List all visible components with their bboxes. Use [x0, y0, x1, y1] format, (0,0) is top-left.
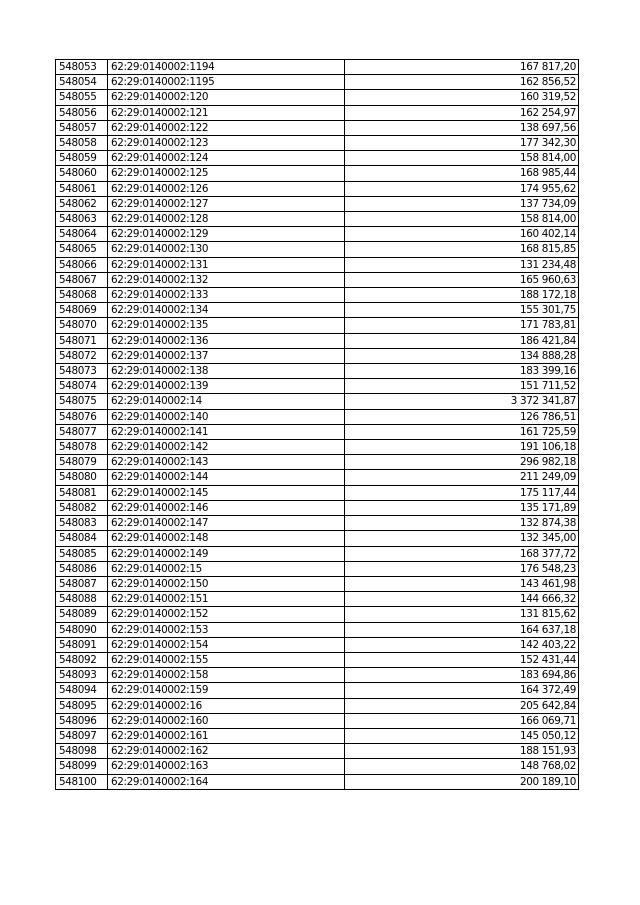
cadastral-number-cell: 62:29:0140002:143 [108, 455, 345, 470]
row-id-cell: 548071 [56, 333, 108, 348]
cadastral-number-cell: 62:29:0140002:150 [108, 576, 345, 591]
cadastral-value-cell: 164 372,49 [345, 683, 579, 698]
cadastral-number-cell: 62:29:0140002:159 [108, 683, 345, 698]
cadastral-number-cell: 62:29:0140002:123 [108, 136, 345, 151]
cadastral-number-cell: 62:29:0140002:147 [108, 516, 345, 531]
row-id-cell: 548077 [56, 424, 108, 439]
cadastral-value-cell: 211 249,09 [345, 470, 579, 485]
table-row [56, 394, 579, 409]
cadastral-number-cell: 62:29:0140002:1194 [108, 60, 345, 75]
cadastral-value-cell: 162 254,97 [345, 105, 579, 120]
row-id-cell: 548070 [56, 318, 108, 333]
cadastral-number-cell: 62:29:0140002:163 [108, 759, 345, 774]
row-id-cell: 548065 [56, 242, 108, 257]
cadastral-value-cell: 177 342,30 [345, 136, 579, 151]
row-id-cell: 548092 [56, 652, 108, 667]
table-row [56, 379, 579, 394]
cadastral-number-cell: 62:29:0140002:135 [108, 318, 345, 333]
cadastral-number-cell: 62:29:0140002:141 [108, 424, 345, 439]
row-id-cell: 548076 [56, 409, 108, 424]
table-row [56, 409, 579, 424]
cadastral-value-cell: 162 856,52 [345, 75, 579, 90]
row-id-cell: 548054 [56, 75, 108, 90]
cadastral-number-cell: 62:29:0140002:154 [108, 637, 345, 652]
cadastral-number-cell: 62:29:0140002:158 [108, 668, 345, 683]
row-id-cell: 548062 [56, 196, 108, 211]
row-id-cell: 548085 [56, 546, 108, 561]
cadastral-number-cell: 62:29:0140002:144 [108, 470, 345, 485]
cadastral-value-cell: 132 345,00 [345, 531, 579, 546]
cadastral-number-cell: 62:29:0140002:160 [108, 713, 345, 728]
row-id-cell: 548079 [56, 455, 108, 470]
cadastral-number-cell: 62:29:0140002:121 [108, 105, 345, 120]
cadastral-number-cell: 62:29:0140002:134 [108, 303, 345, 318]
cadastral-value-cell: 155 301,75 [345, 303, 579, 318]
cadastral-value-cell: 205 642,84 [345, 698, 579, 713]
row-id-cell: 548068 [56, 288, 108, 303]
cadastral-number-cell: 62:29:0140002:15 [108, 561, 345, 576]
cadastral-number-cell: 62:29:0140002:138 [108, 364, 345, 379]
row-id-cell: 548090 [56, 622, 108, 637]
cadastral-value-cell: 200 189,10 [345, 774, 579, 789]
cadastral-value-cell: 158 814,00 [345, 212, 579, 227]
cadastral-value-cell: 126 786,51 [345, 409, 579, 424]
cadastral-value-table [55, 59, 579, 790]
table-row [56, 257, 579, 272]
table-row [56, 272, 579, 287]
cadastral-number-cell: 62:29:0140002:137 [108, 348, 345, 363]
cadastral-number-cell: 62:29:0140002:148 [108, 531, 345, 546]
cadastral-value-cell: 191 106,18 [345, 440, 579, 455]
cadastral-value-cell: 165 960,63 [345, 272, 579, 287]
row-id-cell: 548073 [56, 364, 108, 379]
row-id-cell: 548097 [56, 728, 108, 743]
table-row [56, 470, 579, 485]
table-row [56, 546, 579, 561]
row-id-cell: 548093 [56, 668, 108, 683]
cadastral-number-cell: 62:29:0140002:16 [108, 698, 345, 713]
table-row [56, 90, 579, 105]
table-row [56, 181, 579, 196]
row-id-cell: 548072 [56, 348, 108, 363]
table-row [56, 136, 579, 151]
table-row [56, 652, 579, 667]
table-row [56, 561, 579, 576]
cadastral-number-cell: 62:29:0140002:14 [108, 394, 345, 409]
row-id-cell: 548099 [56, 759, 108, 774]
cadastral-number-cell: 62:29:0140002:136 [108, 333, 345, 348]
table-row [56, 774, 579, 789]
cadastral-value-cell: 135 171,89 [345, 500, 579, 515]
table-row [56, 303, 579, 318]
table-row [56, 637, 579, 652]
cadastral-number-cell: 62:29:0140002:125 [108, 166, 345, 181]
cadastral-number-cell: 62:29:0140002:133 [108, 288, 345, 303]
table-row [56, 120, 579, 135]
table-row [56, 227, 579, 242]
cadastral-value-cell: 160 319,52 [345, 90, 579, 105]
cadastral-value-cell: 151 711,52 [345, 379, 579, 394]
cadastral-value-cell: 296 982,18 [345, 455, 579, 470]
table-row [56, 242, 579, 257]
cadastral-value-cell: 145 050,12 [345, 728, 579, 743]
table-row [56, 348, 579, 363]
cadastral-number-cell: 62:29:0140002:146 [108, 500, 345, 515]
cadastral-value-cell: 168 815,85 [345, 242, 579, 257]
cadastral-value-cell: 171 783,81 [345, 318, 579, 333]
table-row [56, 105, 579, 120]
row-id-cell: 548078 [56, 440, 108, 455]
row-id-cell: 548083 [56, 516, 108, 531]
table-row [56, 424, 579, 439]
table-row [56, 196, 579, 211]
cadastral-number-cell: 62:29:0140002:128 [108, 212, 345, 227]
row-id-cell: 548094 [56, 683, 108, 698]
cadastral-value-cell: 188 172,18 [345, 288, 579, 303]
table-row [56, 683, 579, 698]
table-row [56, 698, 579, 713]
cadastral-value-cell: 160 402,14 [345, 227, 579, 242]
cadastral-value-cell: 143 461,98 [345, 576, 579, 591]
cadastral-number-cell: 62:29:0140002:124 [108, 151, 345, 166]
cadastral-value-cell: 131 815,62 [345, 607, 579, 622]
row-id-cell: 548057 [56, 120, 108, 135]
cadastral-value-cell: 186 421,84 [345, 333, 579, 348]
table-row [56, 500, 579, 515]
cadastral-number-cell: 62:29:0140002:127 [108, 196, 345, 211]
table-row [56, 60, 579, 75]
cadastral-value-cell: 148 768,02 [345, 759, 579, 774]
table-row [56, 333, 579, 348]
cadastral-value-cell: 3 372 341,87 [345, 394, 579, 409]
row-id-cell: 548082 [56, 500, 108, 515]
row-id-cell: 548087 [56, 576, 108, 591]
table-row [56, 713, 579, 728]
cadastral-number-cell: 62:29:0140002:153 [108, 622, 345, 637]
row-id-cell: 548064 [56, 227, 108, 242]
cadastral-number-cell: 62:29:0140002:1195 [108, 75, 345, 90]
row-id-cell: 548059 [56, 151, 108, 166]
row-id-cell: 548060 [56, 166, 108, 181]
table-row [56, 455, 579, 470]
cadastral-number-cell: 62:29:0140002:140 [108, 409, 345, 424]
cadastral-value-cell: 176 548,23 [345, 561, 579, 576]
cadastral-number-cell: 62:29:0140002:130 [108, 242, 345, 257]
cadastral-number-cell: 62:29:0140002:155 [108, 652, 345, 667]
row-id-cell: 548056 [56, 105, 108, 120]
row-id-cell: 548100 [56, 774, 108, 789]
cadastral-value-cell: 131 234,48 [345, 257, 579, 272]
cadastral-number-cell: 62:29:0140002:152 [108, 607, 345, 622]
cadastral-value-cell: 164 637,18 [345, 622, 579, 637]
row-id-cell: 548096 [56, 713, 108, 728]
cadastral-number-cell: 62:29:0140002:142 [108, 440, 345, 455]
table-row [56, 607, 579, 622]
row-id-cell: 548055 [56, 90, 108, 105]
table-row [56, 288, 579, 303]
table-row [56, 592, 579, 607]
cadastral-value-cell: 168 985,44 [345, 166, 579, 181]
cadastral-number-cell: 62:29:0140002:129 [108, 227, 345, 242]
cadastral-number-cell: 62:29:0140002:164 [108, 774, 345, 789]
row-id-cell: 548075 [56, 394, 108, 409]
cadastral-value-cell: 152 431,44 [345, 652, 579, 667]
cadastral-number-cell: 62:29:0140002:145 [108, 485, 345, 500]
table-row [56, 151, 579, 166]
cadastral-number-cell: 62:29:0140002:149 [108, 546, 345, 561]
row-id-cell: 548091 [56, 637, 108, 652]
cadastral-value-cell: 183 399,16 [345, 364, 579, 379]
table-row [56, 440, 579, 455]
table-row [56, 744, 579, 759]
cadastral-number-cell: 62:29:0140002:139 [108, 379, 345, 394]
cadastral-value-cell: 167 817,20 [345, 60, 579, 75]
cadastral-value-cell: 138 697,56 [345, 120, 579, 135]
row-id-cell: 548086 [56, 561, 108, 576]
table-row [56, 531, 579, 546]
row-id-cell: 548088 [56, 592, 108, 607]
row-id-cell: 548074 [56, 379, 108, 394]
table-row [56, 759, 579, 774]
row-id-cell: 548066 [56, 257, 108, 272]
row-id-cell: 548067 [56, 272, 108, 287]
row-id-cell: 548084 [56, 531, 108, 546]
cadastral-value-cell: 168 377,72 [345, 546, 579, 561]
row-id-cell: 548053 [56, 60, 108, 75]
table-row [56, 668, 579, 683]
cadastral-value-cell: 188 151,93 [345, 744, 579, 759]
cadastral-number-cell: 62:29:0140002:122 [108, 120, 345, 135]
cadastral-value-cell: 183 694,86 [345, 668, 579, 683]
cadastral-value-cell: 134 888,28 [345, 348, 579, 363]
table-row [56, 318, 579, 333]
cadastral-number-cell: 62:29:0140002:132 [108, 272, 345, 287]
table-row [56, 516, 579, 531]
cadastral-value-cell: 137 734,09 [345, 196, 579, 211]
table-row [56, 166, 579, 181]
cadastral-value-cell: 132 874,38 [345, 516, 579, 531]
cadastral-number-cell: 62:29:0140002:162 [108, 744, 345, 759]
row-id-cell: 548098 [56, 744, 108, 759]
row-id-cell: 548095 [56, 698, 108, 713]
table-row [56, 364, 579, 379]
cadastral-number-cell: 62:29:0140002:120 [108, 90, 345, 105]
table-row [56, 728, 579, 743]
table-row [56, 75, 579, 90]
cadastral-value-cell: 174 955,62 [345, 181, 579, 196]
table-body [56, 60, 579, 790]
table-row [56, 485, 579, 500]
table-row [56, 622, 579, 637]
table-row [56, 212, 579, 227]
cadastral-number-cell: 62:29:0140002:151 [108, 592, 345, 607]
cadastral-number-cell: 62:29:0140002:131 [108, 257, 345, 272]
cadastral-number-cell: 62:29:0140002:126 [108, 181, 345, 196]
table-row [56, 576, 579, 591]
cadastral-value-cell: 175 117,44 [345, 485, 579, 500]
row-id-cell: 548081 [56, 485, 108, 500]
row-id-cell: 548058 [56, 136, 108, 151]
row-id-cell: 548069 [56, 303, 108, 318]
cadastral-value-cell: 158 814,00 [345, 151, 579, 166]
row-id-cell: 548089 [56, 607, 108, 622]
cadastral-value-cell: 161 725,59 [345, 424, 579, 439]
row-id-cell: 548063 [56, 212, 108, 227]
row-id-cell: 548080 [56, 470, 108, 485]
cadastral-value-cell: 144 666,32 [345, 592, 579, 607]
cadastral-value-cell: 142 403,22 [345, 637, 579, 652]
row-id-cell: 548061 [56, 181, 108, 196]
cadastral-value-cell: 166 069,71 [345, 713, 579, 728]
cadastral-number-cell: 62:29:0140002:161 [108, 728, 345, 743]
